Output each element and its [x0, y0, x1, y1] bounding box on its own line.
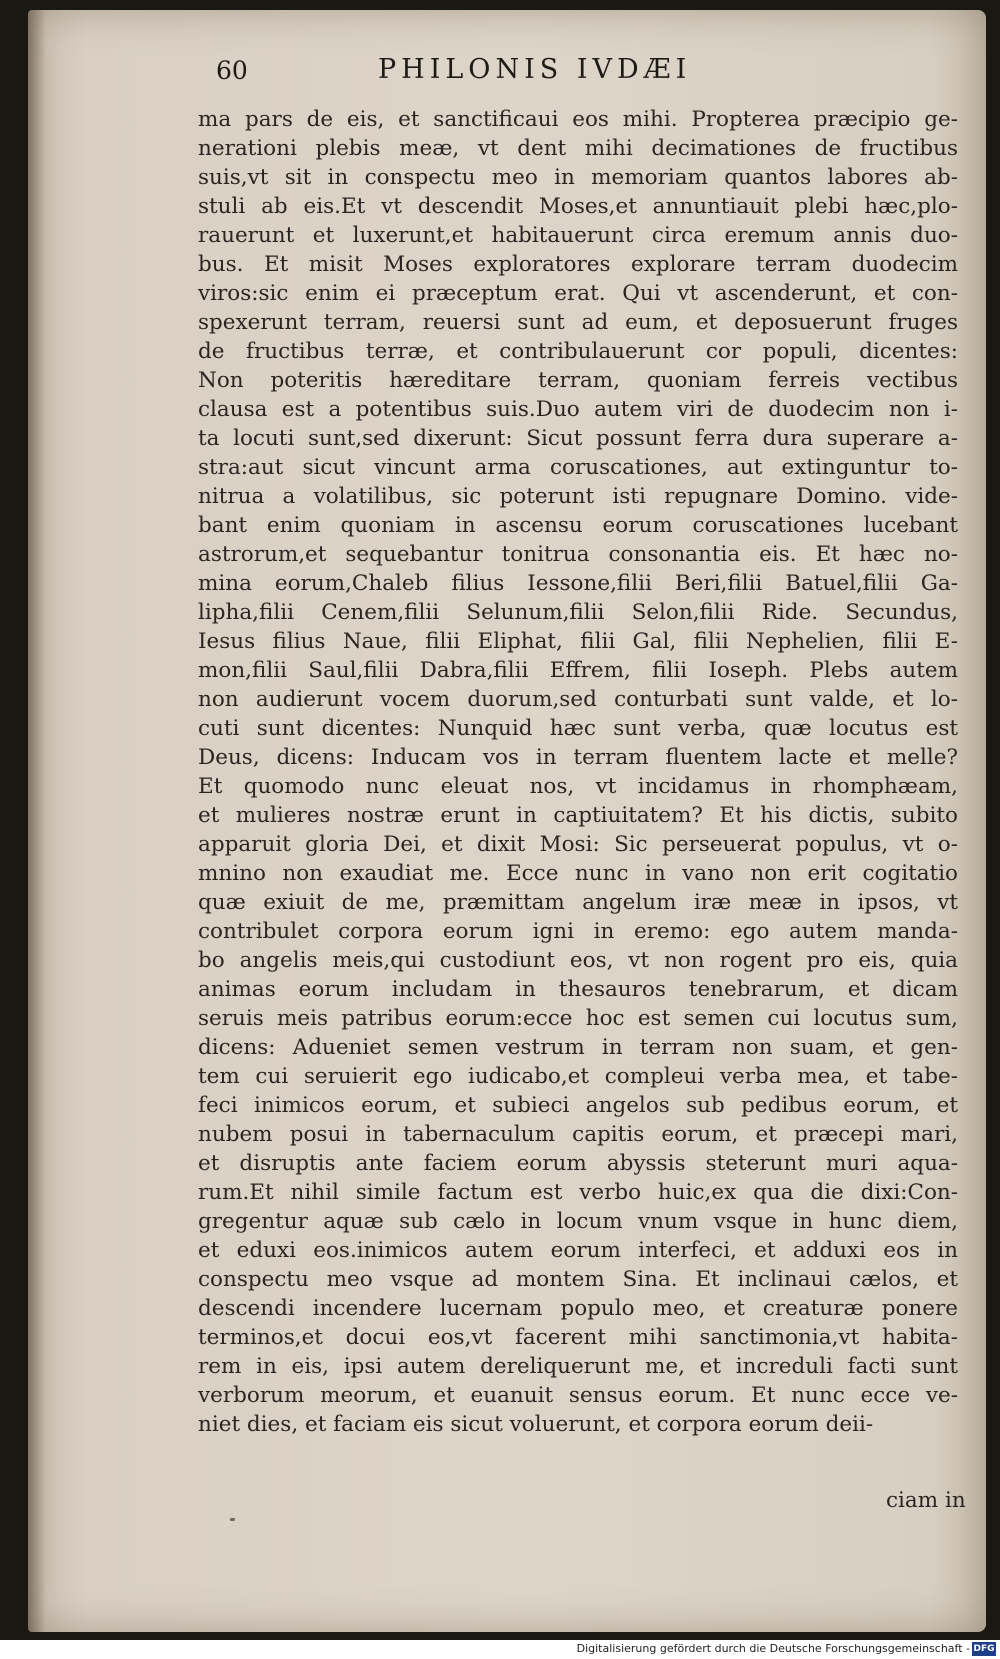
text-line: tem cui seruierit ego iudicabo,et compleui verba mea, et tabe-	[198, 1064, 958, 1089]
text-line: mina eorum,Chaleb filius Iessone,filii Beri,filii Batuel,filii Ga-	[198, 571, 958, 596]
text-line: viros:sic enim ei præceptum erat. Qui vt ascenderunt, et con-	[198, 281, 958, 306]
text-line: rum.Et nihil simile factum est verbo huic,ex qua die dixi:Con-	[198, 1180, 958, 1205]
text-line: et disruptis ante faciem eorum abyssis steterunt muri aqua-	[198, 1151, 958, 1176]
text-line: ma pars de eis, et sanctificaui eos mihi. Propterea præcipio ge-	[198, 107, 958, 132]
text-line: Et quomodo nunc eleuat nos, vt incidamus in rhomphæam,	[198, 774, 958, 799]
text-line: conspectu meo vsque ad montem Sina. Et inclinaui cælos, et	[198, 1267, 958, 1292]
text-line: animas eorum includam in thesauros tenebrarum, et dicam	[198, 977, 958, 1002]
text-line: bant enim quoniam in ascensu eorum coruscationes lucebant	[198, 513, 958, 538]
text-line: nerationi plebis meæ, vt dent mihi decimationes de fructibus	[198, 136, 958, 161]
text-line: dicens: Adueniet semen vestrum in terram non suam, et gen-	[198, 1035, 958, 1060]
text-line: niet dies, et faciam eis sicut voluerunt, et corpora eorum deii-	[198, 1412, 874, 1437]
text-line: stuli ab eis.Et vt descendit Moses,et annuntiauit plebi hæc,plo-	[198, 194, 958, 219]
text-line: seruis meis patribus eorum:ecce hoc est semen cui locutus sum,	[198, 1006, 958, 1031]
text-line: Deus, dicens: Inducam vos in terram fluentem lacte et melle?	[198, 745, 958, 770]
dfg-logo-icon: DFG	[973, 1644, 995, 1654]
text-line: mon,filii Saul,filii Dabra,filii Effrem, filii Ioseph. Plebs autem	[198, 658, 958, 683]
text-line: descendi incendere lucernam populo meo, et creaturæ ponere	[198, 1296, 958, 1321]
text-line: spexerunt terram, reuersi sunt ad eum, et deposuerunt fruges	[198, 310, 958, 335]
text-line: Non poteritis hæreditare terram, quoniam ferreis vectibus	[198, 368, 958, 393]
text-line: stra:aut sicut vincunt arma coruscationes, aut extinguntur to-	[198, 455, 958, 480]
text-line: nubem posui in tabernaculum capitis eorum, et præcepi mari,	[198, 1122, 958, 1147]
ink-speck	[230, 1518, 235, 1521]
text-line: nitrua a volatilibus, sic poterunt isti repugnare Domino. vide-	[198, 484, 958, 509]
text-line: lipha,filii Cenem,filii Selunum,filii Selon,filii Ride. Secundus,	[198, 600, 958, 625]
text-line: feci inimicos eorum, et subieci angelos sub pedibus eorum, et	[198, 1093, 958, 1118]
text-line: quæ exiuit de me, præmittam angelum iræ meæ in ipsos, vt	[198, 890, 958, 915]
text-line: suis,vt sit in conspectu meo in memoriam quantos labores ab-	[198, 165, 958, 190]
text-line: apparuit gloria Dei, et dixit Mosi: Sic perseuerat populus, vt o-	[198, 832, 958, 857]
text-line: rauerunt et luxerunt,et habitauerunt circa eremum annis duo-	[198, 223, 958, 248]
text-line: bo angelis meis,qui custodiunt eos, vt non rogent pro eis, quia	[198, 948, 958, 973]
text-line: mnino non exaudiat me. Ecce nunc in vano non erit cogitatio	[198, 861, 958, 886]
catchword: ciam in	[886, 1488, 966, 1513]
page-number: 60	[216, 56, 248, 85]
text-line: rem in eis, ipsi autem dereliquerunt me, et increduli facti sunt	[198, 1354, 958, 1379]
running-head: PHILONIS IVDÆI	[378, 54, 692, 85]
text-line: contribulet corpora eorum igni in eremo: ego autem manda-	[198, 919, 958, 944]
text-line: non audierunt vocem duorum,sed conturbati sunt valde, et lo-	[198, 687, 958, 712]
page-header	[28, 54, 986, 94]
book-page	[28, 10, 986, 1632]
text-line: Iesus filius Naue, filii Eliphat, filii Gal, filii Nephelien, filii E-	[198, 629, 958, 654]
dfg-credit: Digitalisierung gefördert durch die Deutsche Forschungsgemeinschaft -	[576, 1642, 970, 1655]
text-line: clausa est a potentibus suis.Duo autem viri de duodecim non i-	[198, 397, 958, 422]
text-line: cuti sunt dicentes: Nunquid hæc sunt verba, quæ locutus est	[198, 716, 958, 741]
body-text	[198, 105, 958, 1439]
text-line: et eduxi eos.inimicos autem eorum interfeci, et adduxi eos in	[198, 1238, 958, 1263]
footer-bar	[0, 1640, 1000, 1659]
text-line: et mulieres nostræ erunt in captiuitatem? Et his dictis, subito	[198, 803, 958, 828]
text-line: verborum meorum, et euanuit sensus eorum. Et nunc ecce ve-	[198, 1383, 958, 1408]
text-line: bus. Et misit Moses exploratores explorare terram duodecim	[198, 252, 958, 277]
text-line: gregentur aquæ sub cælo in locum vnum vsque in hunc diem,	[198, 1209, 958, 1234]
text-line: terminos,et docui eos,vt facerent mihi sanctimonia,vt habita-	[198, 1325, 958, 1350]
text-line: de fructibus terræ, et contribulauerunt cor populi, dicentes:	[198, 339, 958, 364]
text-line: astrorum,et sequebantur tonitrua consonantia eis. Et hæc no-	[198, 542, 958, 567]
text-line: ta locuti sunt,sed dixerunt: Sicut possunt ferra dura superare a-	[198, 426, 958, 451]
